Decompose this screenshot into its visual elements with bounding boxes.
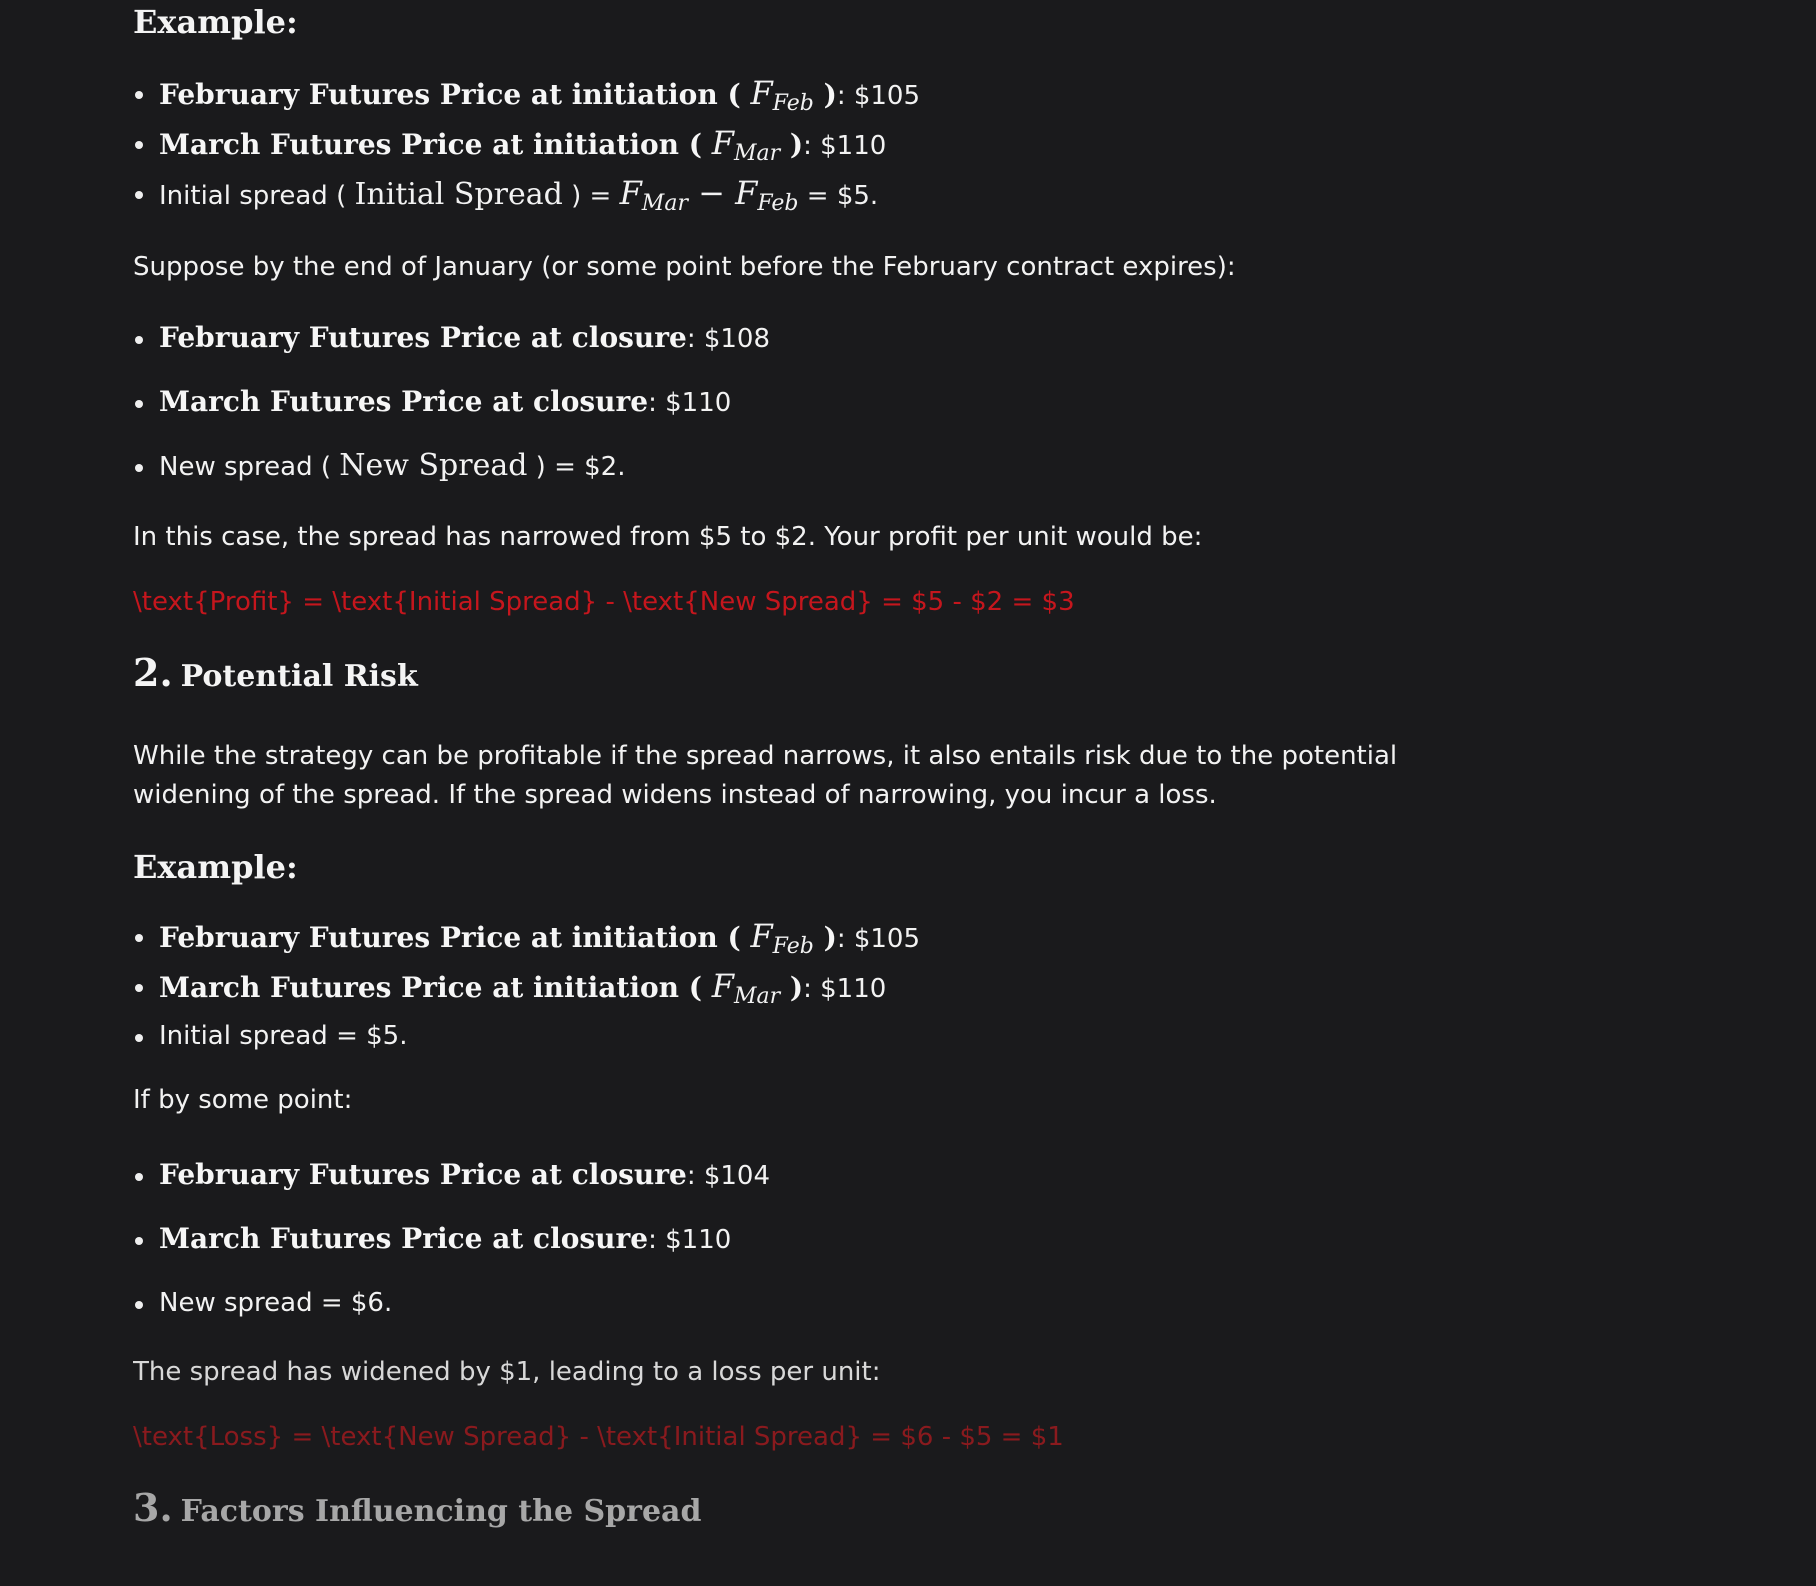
list-item bbox=[133, 1207, 1613, 1271]
feb-closure-value: : $104 bbox=[686, 1161, 771, 1191]
widened-paragraph: The spread has widened by $1, leading to a loss per unit: bbox=[133, 1357, 881, 1387]
mar-initiation-label: March Futures Price at initiation bbox=[159, 128, 679, 161]
suppose-paragraph: Suppose by the end of January (or some point before the February contract expires): bbox=[133, 252, 1236, 282]
closure-price-list bbox=[133, 1143, 1613, 1335]
list-item: Initial spread ( Initial Spread ) = $F_{Mar} - F_{Feb}$ = $5. bbox=[133, 168, 1613, 218]
mar-initiation-label: March Futures Price at initiation bbox=[159, 971, 679, 1004]
section-title: Factors Influencing the Spread bbox=[180, 1494, 702, 1529]
loss-formula: \text{Loss} = \text{New Spread} - \text{Initial Spread} = $6 - $5 = $1 bbox=[133, 1422, 1064, 1452]
f-mar-symbol: $F_{Mar}$ bbox=[619, 174, 688, 216]
feb-initiation-label: February Futures Price at initiation bbox=[159, 921, 718, 954]
mar-closure-value: : $110 bbox=[648, 1225, 732, 1255]
f-feb-symbol: $F_{Feb}$ bbox=[735, 174, 799, 216]
risk-paragraph: While the strategy can be profitable if the spread narrows, it also entails risk due to the potential widening of the spread. If the spread widens instead of narrowing, you incur a loss. bbox=[133, 741, 1398, 810]
mar-initiation-value: : $110 bbox=[803, 131, 887, 161]
section-heading bbox=[133, 651, 1613, 699]
feb-initiation-value: : $105 bbox=[836, 924, 921, 954]
section-number: 2. bbox=[133, 650, 173, 695]
list-item: March Futures Price at initiation ( $F_{Mar}$ ): $110 bbox=[133, 118, 1613, 168]
initial-spread-prefix: Initial spread ( bbox=[159, 181, 355, 211]
new-spread-suffix: ) = $2. bbox=[527, 452, 626, 482]
document-content bbox=[133, 0, 1613, 1586]
f-mar-symbol: $F_{Mar}$ bbox=[711, 124, 781, 166]
initial-spread-text: Initial spread = $5. bbox=[159, 1021, 408, 1051]
new-spread-prefix: New spread ( bbox=[159, 452, 340, 482]
feb-closure-label: February Futures Price at closure bbox=[159, 1158, 687, 1191]
feb-closure-value: : $108 bbox=[686, 324, 771, 354]
initiation-price-list bbox=[133, 911, 1613, 1061]
mar-initiation-value: : $110 bbox=[803, 974, 887, 1004]
example-heading: Example: bbox=[133, 848, 298, 886]
list-item bbox=[133, 370, 1613, 434]
narrowed-paragraph: In this case, the spread has narrowed from $5 to $2. Your profit per unit would be: bbox=[133, 522, 1203, 552]
if-paragraph: If by some point: bbox=[133, 1085, 353, 1115]
new-spread-text: New spread = $6. bbox=[159, 1288, 393, 1318]
initial-spread-math: Initial Spread bbox=[354, 177, 563, 212]
profit-formula: \text{Profit} = \text{Initial Spread} - \text{New Spread} = $5 - $2 = $3 bbox=[133, 587, 1075, 617]
f-feb-symbol: $F_{Feb}$ bbox=[750, 74, 814, 116]
initiation-price-list bbox=[133, 68, 1613, 218]
mar-closure-value: : $110 bbox=[648, 388, 732, 418]
list-item bbox=[133, 1011, 1613, 1061]
new-spread-math: New Spread bbox=[339, 448, 528, 483]
list-item: February Futures Price at initiation ( $F_{Feb}$ ): $105 bbox=[133, 911, 1613, 961]
feb-initiation-label: February Futures Price at initiation bbox=[159, 78, 718, 111]
list-item: February Futures Price at initiation ( $F_{Feb}$ ): $105 bbox=[133, 68, 1613, 118]
mar-closure-label: March Futures Price at closure bbox=[159, 385, 649, 418]
list-item bbox=[133, 1271, 1613, 1335]
mar-closure-label: March Futures Price at closure bbox=[159, 1222, 649, 1255]
list-item: March Futures Price at initiation ( $F_{Mar}$ ): $110 bbox=[133, 961, 1613, 1011]
closure-price-list bbox=[133, 306, 1613, 498]
section-title: Potential Risk bbox=[180, 659, 418, 694]
list-item bbox=[133, 1143, 1613, 1207]
f-feb-symbol: $F_{Feb}$ bbox=[750, 917, 814, 959]
f-mar-symbol: $F_{Mar}$ bbox=[711, 967, 781, 1009]
feb-initiation-value: : $105 bbox=[836, 81, 921, 111]
list-item bbox=[133, 434, 1613, 498]
example-heading: Example: bbox=[133, 3, 298, 41]
section-number: 3. bbox=[133, 1485, 173, 1530]
section-heading bbox=[133, 1486, 1613, 1534]
feb-closure-label: February Futures Price at closure bbox=[159, 321, 687, 354]
list-item bbox=[133, 306, 1613, 370]
